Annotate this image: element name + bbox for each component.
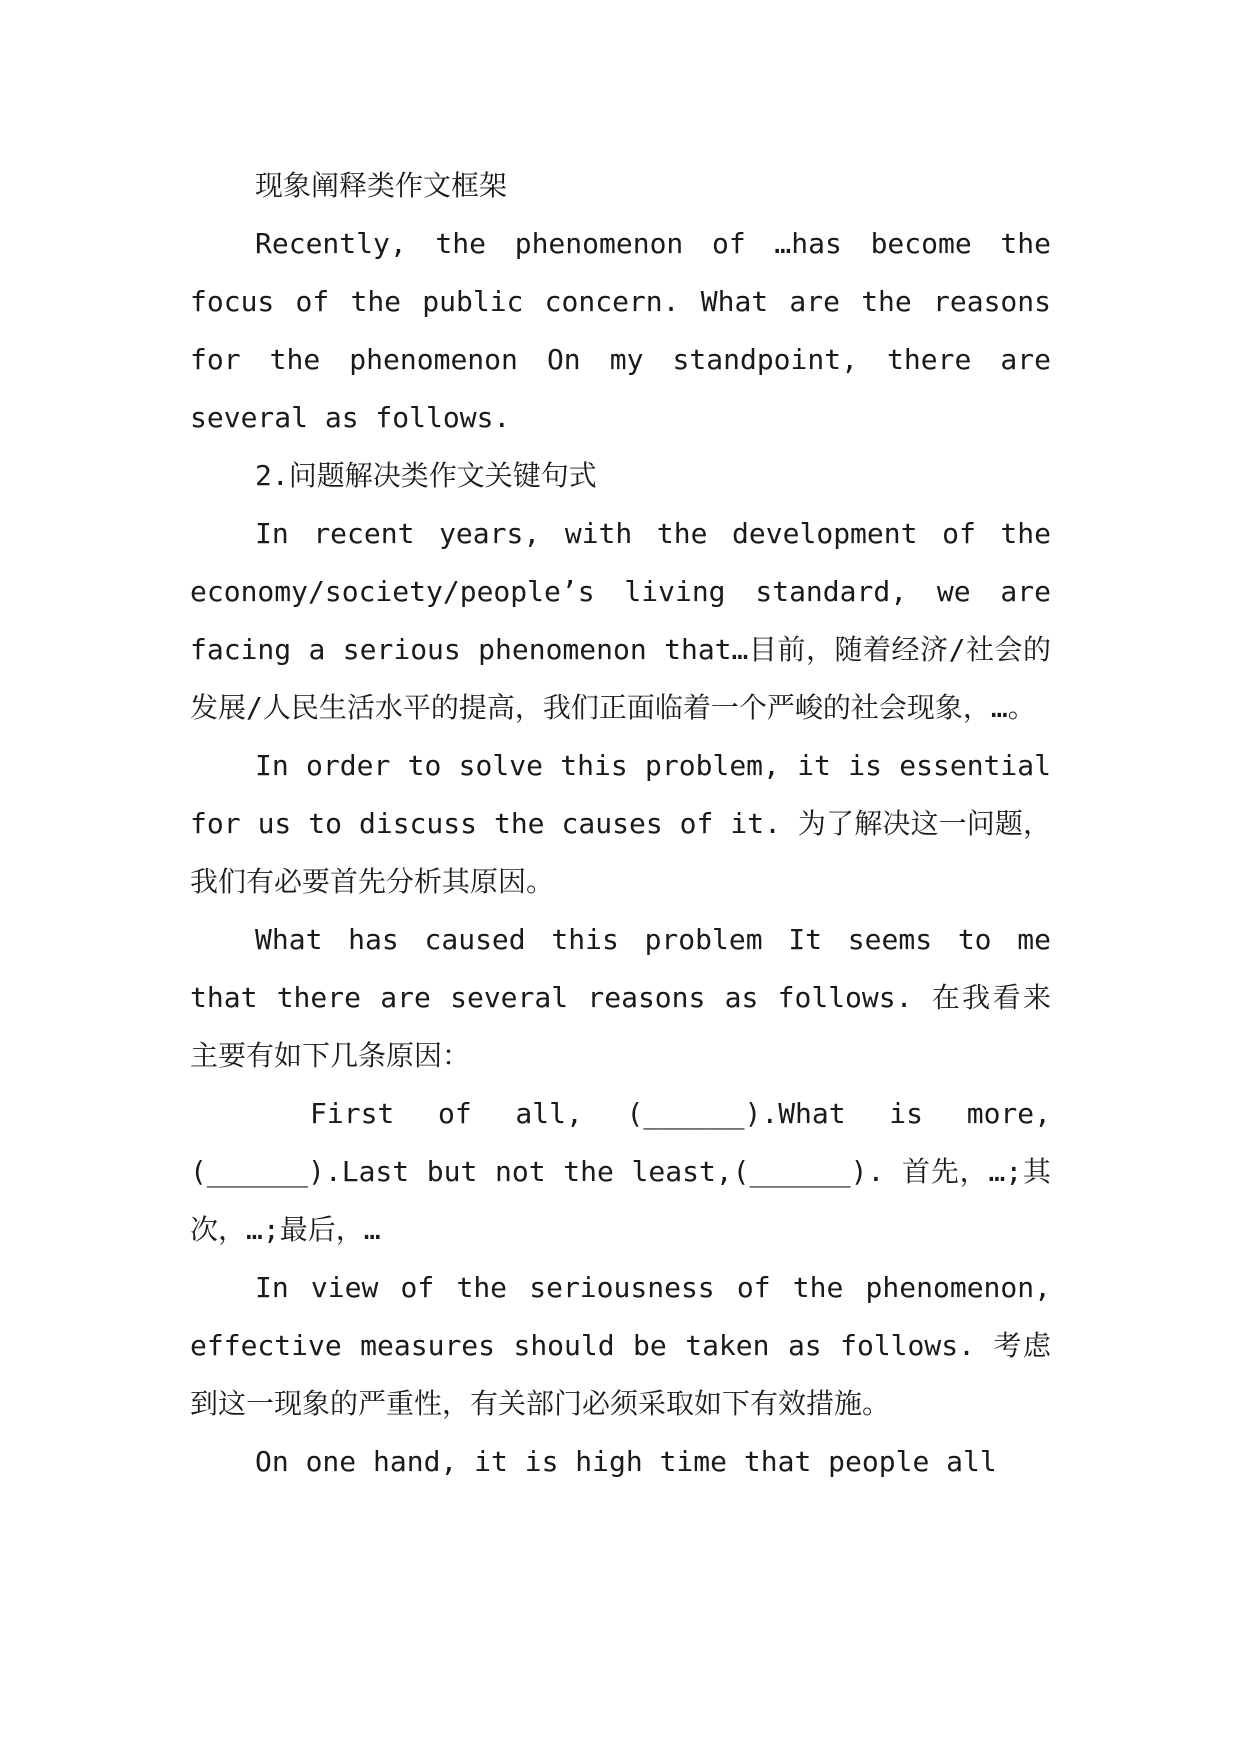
section-heading: 现象阐释类作文框架 [255,169,508,202]
document-body [190,157,1051,1491]
paragraph: In view of the seriousness of the phenomenon, effective measures should be taken as follows. 考虑到这一现象的严重性，有关部门必须采取如下有效措施。 [190,1271,1051,1420]
paragraph: Recently, the phenomenon of …has become the focus of the public concern. What are the reasons for the phenomenon On my standpoint, there are several as follows. [190,227,1051,434]
paragraph: What has caused this problem It seems to me that there are several reasons as follows. 在我看来主要有如下几条原因： [190,923,1051,1072]
paragraph: In recent years, with the development of the economy/society/people’s living standard, we are facing a serious phenomenon that…目前，随着经济/社会的发展/人民生活水平的提高，我们正面临着一个严峻的社会现象，…。 [190,517,1051,724]
section-heading: 2.问题解决类作文关键句式 [255,459,597,492]
paragraph: In order to solve this problem, it is essential for us to discuss the causes of it. 为了解决这一问题，我们有必要首先分析其原因。 [190,749,1051,898]
paragraph: On one hand, it is high time that people all [255,1445,997,1478]
paragraph: First of all, (______).What is more, (______).Last but not the least,(______). 首先，…;其次，…;最后，… [190,1097,1051,1246]
